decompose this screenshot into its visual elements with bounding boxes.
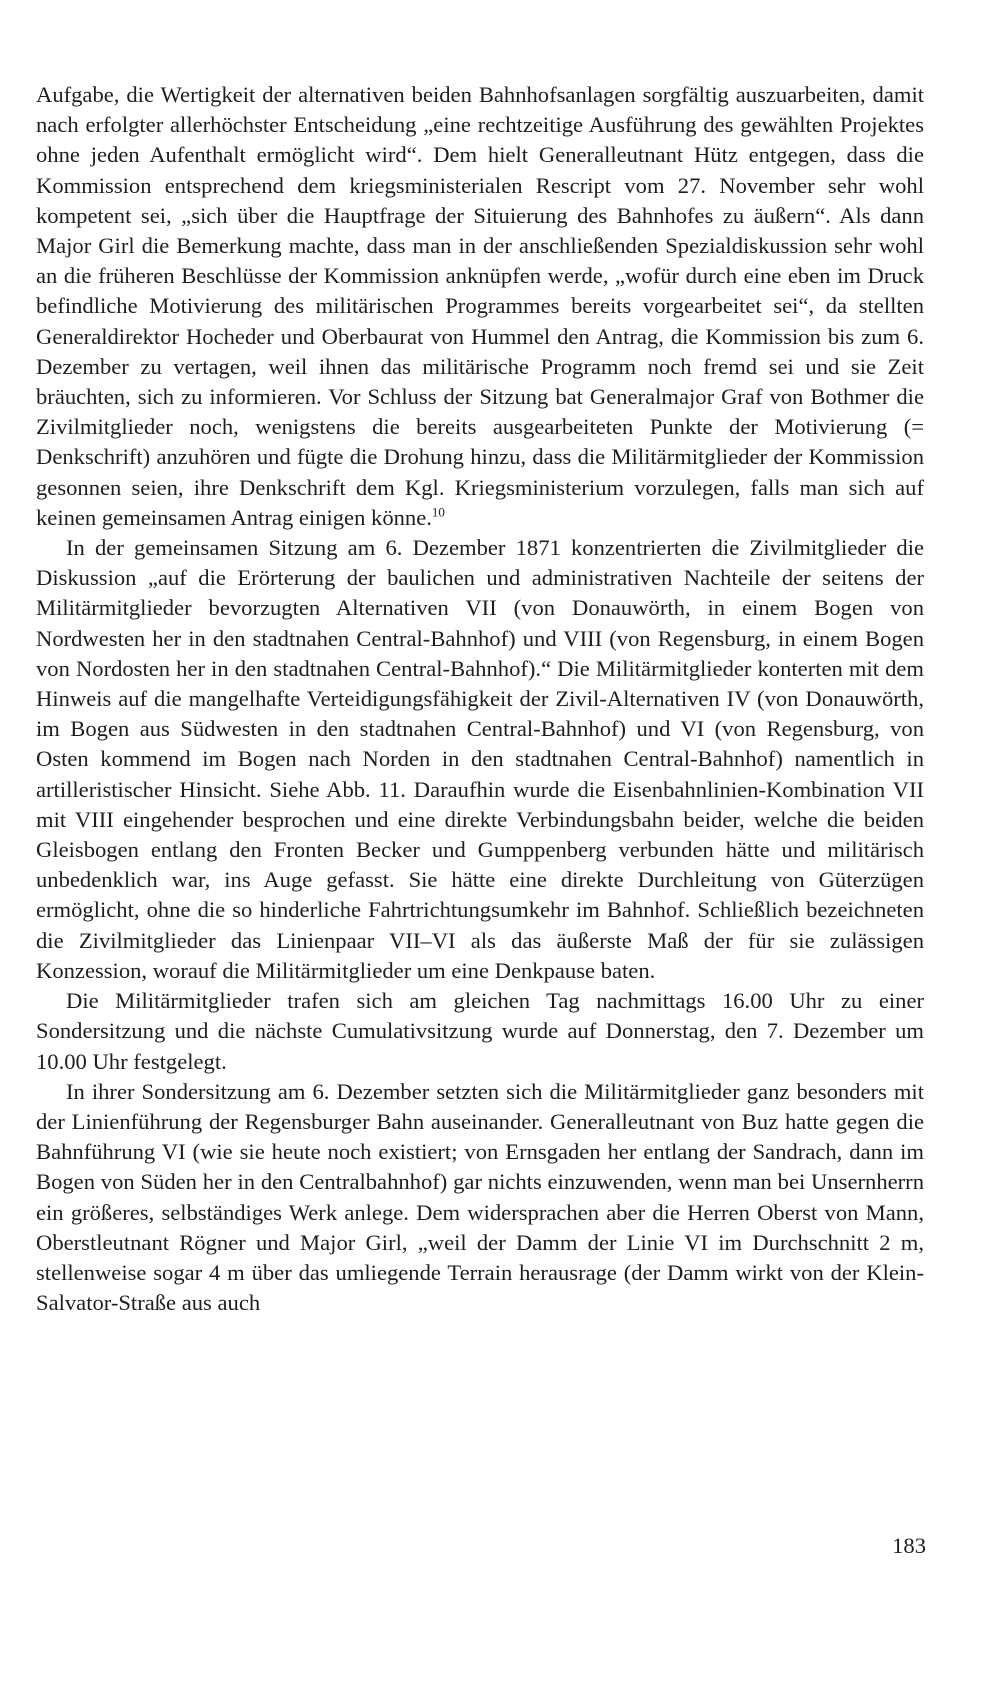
paragraph-1-text: Aufgabe, die Wertigkeit der alternativen beiden Bahnhofsanlagen sorgfältig auszuarbeiten, damit nach erfolgter allerhöchster Entscheidung „eine rechtzeitige Ausführung des gewählten Projektes ohne jeden Aufenthalt ermöglicht wird“. Dem hielt Generalleutnant Hütz entgegen, dass die Kommission entsprechend dem kriegsministerialen Rescript vom 27. November sehr wohl kompetent sei, „sich über die Hauptfrage der Situierung des Bahnhofes zu äußern“. Als dann Major Girl die Bemerkung machte, dass man in der anschließenden Spezialdiskussion sehr wohl an die früheren Beschlüsse der Kommission anknüpfen werde, „wofür durch eine eben im Druck befindliche Motivierung des militärischen Programmes bereits vorgearbeitet sei“, da stellten Generaldirektor Hocheder und Oberbaurat von Hummel den Antrag, die Kommission bis zum 6. Dezember zu vertagen, weil ihnen das militärische Programm noch fremd sei und sie Zeit bräuchten, sich zu informieren. Vor Schluss der Sitzung bat Generalmajor Graf von Bothmer die Zivilmitglieder noch, wenigstens die bereits ausgearbeiteten Punkte der Motivierung (= Denkschrift) anzuhören und fügte die Drohung hinzu, dass die Militärmitglieder der Kommission gesonnen seien, ihre Denkschrift dem Kgl. Kriegsministerium vorzulegen, falls man sich auf keinen gemeinsamen Antrag einigen könne. <box>36 82 924 530</box>
paragraph-3: Die Militärmitglieder trafen sich am gleichen Tag nachmittags 16.00 Uhr zu einer Sondersitzung und die nächste Cumulativsitzung wurde auf Donnerstag, den 7. Dezember um 10.00 Uhr festgelegt. <box>36 988 924 1074</box>
page-number: 183 <box>892 1533 926 1558</box>
page-body <box>36 80 924 1318</box>
footnote-reference[interactable]: 10 <box>431 504 445 520</box>
paragraph-4: In ihrer Sondersitzung am 6. Dezember setzten sich die Militärmitglieder ganz besonders mit der Linienführung der Regensburger Bahn auseinander. Generalleutnant von Buz hatte gegen die Bahnführung VI (wie sie heute noch existiert; von Ernsgaden her entlang der Sandrach, dann im Bogen von Süden her in den Centralbahnhof) gar nichts einzuwenden, wenn man bei Unsernherrn ein größeres, selbständiges Werk anlege. Dem widersprachen aber die Herren Oberst von Mann, Oberstleutnant Rögner und Major Girl, „weil der Damm der Linie VI im Durchschnitt 2 m, stellenweise sogar 4 m über das umliegende Terrain herausrage (der Damm wirkt von der Klein-Salvator-Straße aus auch <box>36 1078 924 1316</box>
paragraph-2: In der gemeinsamen Sitzung am 6. Dezember 1871 konzentrierten die Zivilmitglieder die Diskussion „auf die Erörterung der baulichen und administrativen Nachteile der seitens der Militärmitglieder bevorzugten Alternativen VII (von Donauwörth, in einem Bogen von Nordwesten her in den stadtnahen Central-Bahnhof) und VIII (von Regensburg, in einem Bogen von Nordosten her in den stadtnahen Central-Bahnhof).“ Die Militärmitglieder konterten mit dem Hinweis auf die mangelhafte Verteidigungsfähigkeit der Zivil-Alternativen IV (von Donauwörth, im Bogen aus Südwesten in den stadtnahen Central-Bahnhof) und VI (von Regensburg, von Osten kommend im Bogen nach Norden in den stadtnahen Central-Bahnhof) namentlich in artilleristischer Hinsicht. Siehe Abb. 11. Daraufhin wurde die Eisenbahnlinien-Kombination VII mit VIII eingehender besprochen und eine direkte Verbindungsbahn beider, welche die beiden Gleisbogen entlang den Fronten Becker und Gumppenberg verbunden hätte und militärisch unbedenklich war, ins Auge gefasst. Sie hätte eine direkte Durchleitung von Güterzügen ermöglicht, ohne die so hinderliche Fahrtrichtungsumkehr im Bahnhof. Schließlich bezeichneten die Zivilmitglieder das Linienpaar VII–VI als das äußerste Maß der für sie zulässigen Konzession, worauf die Militärmitglieder um eine Denkpause baten. <box>36 535 924 983</box>
paragraph-1 <box>36 80 924 533</box>
